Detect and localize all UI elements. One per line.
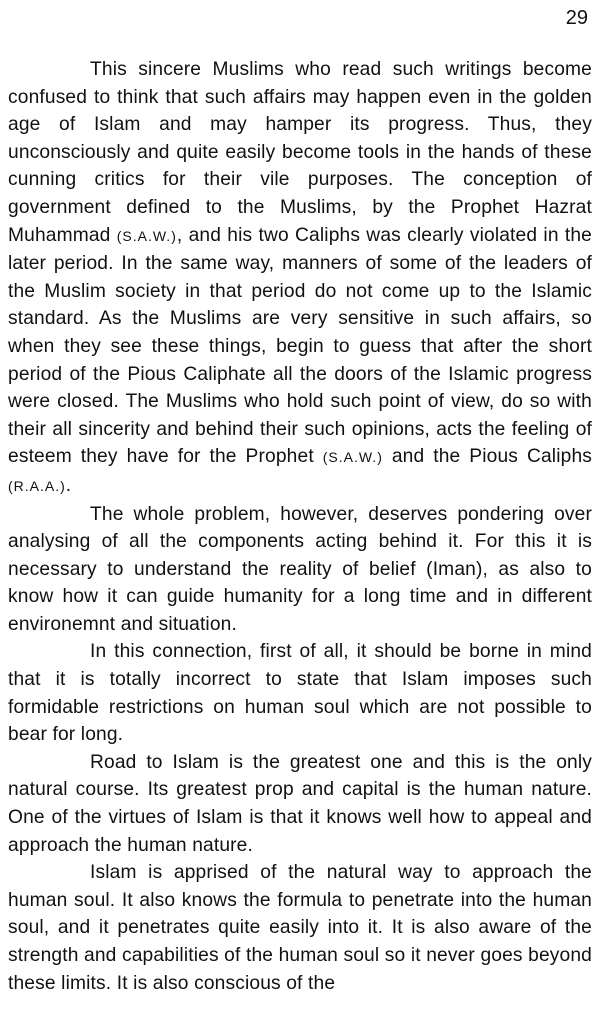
honorific-abbreviation: (S.A.W.) (116, 227, 177, 244)
page-number: 29 (565, 7, 588, 29)
honorific-abbreviation: (S.A.W.) (322, 449, 383, 466)
body-text (8, 56, 592, 997)
text-run: Road to Islam is the greatest one and this is the only natural course. Its greatest prop and capital is the human nature. One of the virtues of Islam is that it knows well how to appeal and approach the human nature. (8, 751, 592, 856)
paragraph (8, 56, 592, 501)
paragraph (8, 859, 592, 997)
text-run: Islam is apprised of the natural way to approach the human soul. It also knows the formula to penetrate into the human soul, and it penetrates quite easily into it. It is also aware of the strength and capabilities of the human soul so it never goes beyond these limits. It is also conscious of the (8, 862, 592, 994)
text-run: , and his two Caliphs was clearly violated in the later period. In the same way, manners of some of the leaders of the Muslim society in that period do not come up to the Islamic standard. As the Muslims are very sensitive in such affairs, so when they see these things, begin to guess that after the short period of the Pious Caliphate all the doors of the Islamic progress were closed. The Muslims who hold such point of view, do so with their all sincerity and behind their such opinions, acts the feeling of esteem they have for the Prophet (8, 224, 592, 468)
text-run: . (65, 474, 72, 496)
text-run: The whole problem, however, deserves pondering over analysing of all the components acting behind it. For this it is necessary to understand the reality of belief (Iman), as also to know how it can guide humanity for a long time and in different environemnt and situation. (8, 503, 592, 635)
paragraph (8, 638, 592, 748)
text-run: This sincere Muslims who read such writings become confused to think that such affairs may happen even in the golden age of Islam and may hamper its progress. Thus, they unconsciously and quite easily become tools in the hands of these cunning critics for their vile purposes. The conception of government defined to the Muslims, by the Prophet Hazrat Muhammad (8, 59, 592, 246)
paragraph (8, 749, 592, 859)
text-run: In this connection, first of all, it should be borne in mind that it is totally incorrect to state that Islam imposes such formidable restrictions on human soul which are not possible to bear for long. (8, 641, 592, 746)
honorific-abbreviation: (R.A.A.) (8, 477, 66, 494)
paragraph (8, 501, 592, 639)
text-run: and the Pious Caliphs (382, 446, 593, 468)
